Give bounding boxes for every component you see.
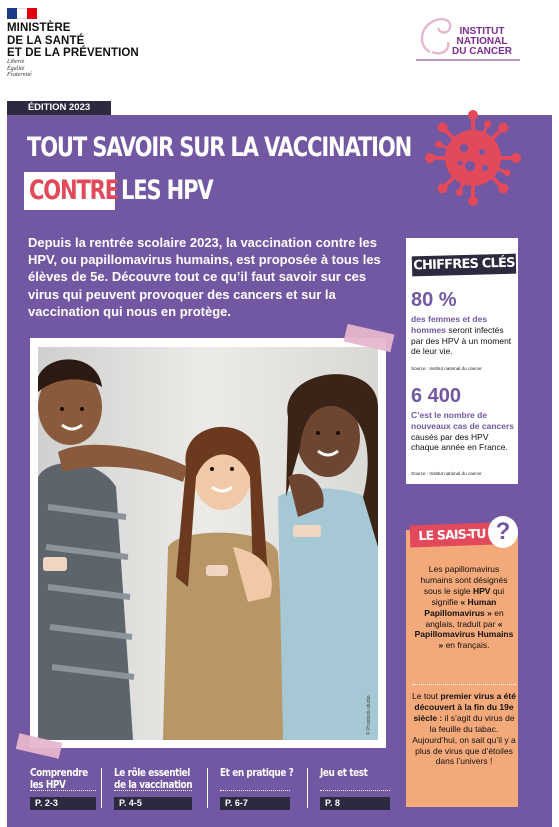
nav-label: Et en pratique ?	[220, 767, 294, 779]
separator	[307, 768, 308, 808]
divider	[220, 790, 290, 791]
nav-item-role-vaccination[interactable]	[114, 767, 206, 791]
divider	[114, 790, 192, 791]
did-you-know-paragraph: Les papillomavirus humains sont désignés sous le sigle HPV qui signifie « Human Papillomavirus » en anglais, traduit par « Papillomavirus Humains » en français.	[414, 564, 514, 651]
stat-highlight: des femmes et des hommes	[411, 314, 488, 335]
separator	[101, 768, 102, 808]
nav-page[interactable]: P. 2-3	[30, 797, 96, 810]
page-title: TOUT SAVOIR SUR LA VACCINATION	[27, 132, 412, 163]
divider	[320, 790, 390, 791]
key-figures-heading: CHIFFRES CLÉS	[412, 254, 516, 277]
question-mark-icon: ?	[488, 516, 518, 548]
nav-item-en-pratique[interactable]	[220, 767, 306, 779]
divider	[412, 684, 516, 685]
nav-item-jeu-test[interactable]	[320, 767, 376, 779]
french-flag-icon	[7, 8, 37, 19]
divider	[30, 790, 96, 791]
page-header	[0, 0, 559, 100]
stat-source: Source : Institut national du cancer	[411, 366, 482, 371]
nav-page[interactable]: P. 4-5	[114, 797, 192, 810]
nav-label: Le rôle essentiel de la vaccination	[114, 767, 193, 791]
inca-name: INSTITUT NATIONAL DU CANCER	[452, 26, 512, 57]
separator	[207, 768, 208, 808]
nav-page[interactable]: P. 6-7	[220, 797, 290, 810]
intro-paragraph: Depuis la rentrée scolaire 2023, la vaccination contre les HPV, ou papillomavirus humains, est proposée à tous les élèves de 5e. Découvre tout ce qu’il faut savoir sur ces virus qui peuvent provoquer des cancers et sur la vaccination qui nous en protège.	[28, 235, 381, 319]
nav-label: Jeu et test	[320, 767, 368, 779]
nav-label: Comprendre les HPV	[30, 767, 88, 791]
stat-value: 6 400	[411, 385, 462, 407]
nav-page[interactable]: P. 8	[320, 797, 390, 810]
nav-item-comprendre[interactable]	[30, 767, 98, 791]
stat-description	[411, 410, 517, 453]
did-you-know-heading: LE SAIS-TU	[410, 523, 495, 548]
stat-highlight: C’est le nombre de nouveaux cas de cancers	[411, 410, 515, 431]
photo-credit: © Prostock-studio	[366, 695, 372, 735]
ministry-name: MINISTÈRE DE LA SANTÉ ET DE LA PRÉVENTION	[7, 22, 139, 59]
children-vaccination-photo	[38, 347, 378, 740]
title-highlight: CONTRE	[29, 175, 118, 206]
stat-text: causés par des HPV chaque année en France.	[411, 431, 508, 453]
did-you-know-paragraph: Le tout premier virus a été découvert à la fin du 19e siècle : il s’agit du virus de la feuille du tabac. Aujourd’hui, on sait qu’il y a plus de virus que d’étoiles dans l’univers !	[412, 691, 516, 767]
stat-text: seront infectés par des HPV à un moment de leur vie.	[411, 324, 512, 357]
republic-motto: Liberté Égalité Fraternité	[7, 59, 32, 78]
stat-value: 80 %	[411, 289, 457, 311]
title-rest: LES HPV	[121, 175, 213, 206]
virus-icon	[420, 106, 526, 210]
stat-source: Source : Institut national du cancer	[411, 471, 482, 476]
edition-badge: ÉDITION 2023	[7, 101, 111, 115]
stat-description	[411, 314, 517, 357]
